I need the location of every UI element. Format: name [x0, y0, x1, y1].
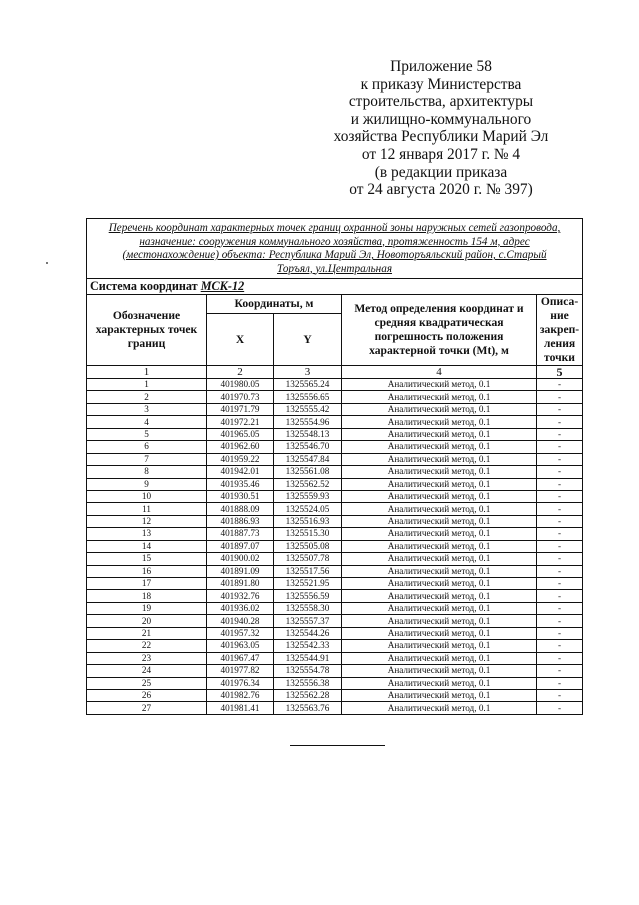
x-coordinate: 401965.05 — [207, 428, 274, 440]
table-row — [87, 540, 583, 552]
description-cell: - — [537, 652, 583, 664]
header-method: Метод определения координат и средняя квадратическая погрешность положения характерной точки (Mt), м — [342, 295, 537, 366]
x-coordinate: 401963.05 — [207, 640, 274, 652]
x-coordinate: 401967.47 — [207, 652, 274, 664]
method-cell: Аналитический метод, 0.1 — [342, 490, 537, 502]
table-row — [87, 615, 583, 627]
column-number: 1 — [87, 366, 207, 379]
table-row — [87, 665, 583, 677]
table-row — [87, 702, 583, 714]
table-row — [87, 441, 583, 453]
table-row — [87, 528, 583, 540]
point-number: 25 — [87, 677, 207, 689]
y-coordinate: 1325507.78 — [274, 553, 342, 565]
method-cell: Аналитический метод, 0.1 — [342, 466, 537, 478]
point-number: 18 — [87, 590, 207, 602]
description-cell: - — [537, 391, 583, 403]
method-cell: Аналитический метод, 0.1 — [342, 403, 537, 415]
method-cell: Аналитический метод, 0.1 — [342, 602, 537, 614]
x-coordinate: 401981.41 — [207, 702, 274, 714]
y-coordinate: 1325565.24 — [274, 379, 342, 391]
y-coordinate: 1325556.38 — [274, 677, 342, 689]
description-cell: - — [537, 416, 583, 428]
method-cell: Аналитический метод, 0.1 — [342, 677, 537, 689]
y-coordinate: 1325562.28 — [274, 689, 342, 701]
point-number: 16 — [87, 565, 207, 577]
method-cell: Аналитический метод, 0.1 — [342, 391, 537, 403]
description-cell: - — [537, 553, 583, 565]
y-coordinate: 1325562.52 — [274, 478, 342, 490]
description-cell: - — [537, 565, 583, 577]
method-cell: Аналитический метод, 0.1 — [342, 416, 537, 428]
y-coordinate: 1325554.96 — [274, 416, 342, 428]
y-coordinate: 1325557.37 — [274, 615, 342, 627]
description-cell: - — [537, 379, 583, 391]
table-row — [87, 590, 583, 602]
method-cell: Аналитический метод, 0.1 — [342, 615, 537, 627]
x-coordinate: 401977.82 — [207, 665, 274, 677]
y-coordinate: 1325563.76 — [274, 702, 342, 714]
table-row — [87, 677, 583, 689]
method-cell: Аналитический метод, 0.1 — [342, 689, 537, 701]
description-cell: - — [537, 466, 583, 478]
y-coordinate: 1325544.91 — [274, 652, 342, 664]
point-number: 1 — [87, 379, 207, 391]
x-coordinate: 401982.76 — [207, 689, 274, 701]
table-row — [87, 515, 583, 527]
method-cell: Аналитический метод, 0.1 — [342, 578, 537, 590]
point-number: 12 — [87, 515, 207, 527]
coordinate-system-value: МСК-12 — [200, 279, 245, 293]
x-coordinate: 401976.34 — [207, 677, 274, 689]
scan-speck — [46, 262, 48, 264]
table-row — [87, 565, 583, 577]
header-line: к приказу Министерства — [360, 75, 522, 93]
point-number: 22 — [87, 640, 207, 652]
point-number: 26 — [87, 689, 207, 701]
appendix-header — [300, 58, 582, 199]
y-coordinate: 1325544.26 — [274, 627, 342, 639]
y-coordinate: 1325556.59 — [274, 590, 342, 602]
y-coordinate: 1325521.95 — [274, 578, 342, 590]
point-number: 5 — [87, 428, 207, 440]
method-cell: Аналитический метод, 0.1 — [342, 515, 537, 527]
x-coordinate: 401887.73 — [207, 528, 274, 540]
header-line: Приложение 58 — [390, 58, 492, 75]
point-number: 3 — [87, 403, 207, 415]
header-line: строительства, архитектуры — [348, 93, 534, 111]
description-cell: - — [537, 640, 583, 652]
description-cell: - — [537, 441, 583, 453]
point-number: 14 — [87, 540, 207, 552]
header-x: X — [207, 314, 274, 366]
table-title-line: (местонахождение) объекта: Республика Марий Эл, Новоторъяльский район, с.Старый — [122, 249, 547, 261]
method-cell: Аналитический метод, 0.1 — [342, 478, 537, 490]
x-coordinate: 401886.93 — [207, 515, 274, 527]
description-cell: - — [537, 627, 583, 639]
x-coordinate: 401935.46 — [207, 478, 274, 490]
table-row — [87, 640, 583, 652]
method-cell: Аналитический метод, 0.1 — [342, 379, 537, 391]
x-coordinate: 401980.05 — [207, 379, 274, 391]
x-coordinate: 401930.51 — [207, 490, 274, 502]
point-number: 27 — [87, 702, 207, 714]
x-coordinate: 401891.09 — [207, 565, 274, 577]
x-coordinate: 401972.21 — [207, 416, 274, 428]
y-coordinate: 1325555.42 — [274, 403, 342, 415]
method-cell: Аналитический метод, 0.1 — [342, 441, 537, 453]
header-y: Y — [274, 314, 342, 366]
method-cell: Аналитический метод, 0.1 — [342, 428, 537, 440]
table-row — [87, 466, 583, 478]
header-line: от 12 января 2017 г. № 4 — [361, 145, 521, 163]
table-row — [87, 602, 583, 614]
method-cell: Аналитический метод, 0.1 — [342, 553, 537, 565]
table-row — [87, 453, 583, 465]
table-row — [87, 503, 583, 515]
y-coordinate: 1325505.08 — [274, 540, 342, 552]
method-cell: Аналитический метод, 0.1 — [342, 565, 537, 577]
point-number: 6 — [87, 441, 207, 453]
header-line: от 24 августа 2020 г. № 397) — [349, 181, 533, 199]
y-coordinate: 1325561.08 — [274, 466, 342, 478]
table-row — [87, 478, 583, 490]
table-row — [87, 428, 583, 440]
point-number: 10 — [87, 490, 207, 502]
table-row — [87, 391, 583, 403]
x-coordinate: 401971.79 — [207, 403, 274, 415]
table-title-line: Торъял, ул.Центральная — [277, 262, 393, 275]
description-cell: - — [537, 453, 583, 465]
y-coordinate: 1325515.30 — [274, 528, 342, 540]
table-row — [87, 578, 583, 590]
point-number: 11 — [87, 503, 207, 515]
point-number: 13 — [87, 528, 207, 540]
y-coordinate: 1325556.65 — [274, 391, 342, 403]
description-cell: - — [537, 590, 583, 602]
table-row — [87, 379, 583, 391]
description-cell: - — [537, 602, 583, 614]
table-title-line: Перечень координат характерных точек границ охранной зоны наружных сетей газопровода, — [108, 222, 561, 234]
end-divider — [290, 745, 385, 746]
point-number: 15 — [87, 553, 207, 565]
description-cell: - — [537, 478, 583, 490]
method-cell: Аналитический метод, 0.1 — [342, 590, 537, 602]
header-line: (в редакции приказа — [374, 163, 508, 181]
method-cell: Аналитический метод, 0.1 — [342, 528, 537, 540]
description-cell: - — [537, 665, 583, 677]
y-coordinate: 1325548.13 — [274, 428, 342, 440]
x-coordinate: 401940.28 — [207, 615, 274, 627]
description-cell: - — [537, 540, 583, 552]
table-row — [87, 403, 583, 415]
method-cell: Аналитический метод, 0.1 — [342, 665, 537, 677]
point-number: 4 — [87, 416, 207, 428]
x-coordinate: 401900.02 — [207, 553, 274, 565]
y-coordinate: 1325524.05 — [274, 503, 342, 515]
point-number: 8 — [87, 466, 207, 478]
y-coordinate: 1325558.30 — [274, 602, 342, 614]
description-cell: - — [537, 428, 583, 440]
y-coordinate: 1325547.84 — [274, 453, 342, 465]
point-number: 7 — [87, 453, 207, 465]
y-coordinate: 1325542.33 — [274, 640, 342, 652]
table-rows — [87, 379, 583, 715]
point-number: 24 — [87, 665, 207, 677]
point-number: 2 — [87, 391, 207, 403]
table-row — [87, 416, 583, 428]
header-coordinates: Координаты, м — [207, 295, 342, 314]
method-cell: Аналитический метод, 0.1 — [342, 640, 537, 652]
table-row — [87, 490, 583, 502]
method-cell: Аналитический метод, 0.1 — [342, 453, 537, 465]
y-coordinate: 1325516.93 — [274, 515, 342, 527]
x-coordinate: 401891.80 — [207, 578, 274, 590]
method-cell: Аналитический метод, 0.1 — [342, 702, 537, 714]
header-line: хозяйства Республики Марий Эл — [333, 128, 549, 146]
column-number-row — [87, 366, 583, 379]
x-coordinate: 401888.09 — [207, 503, 274, 515]
y-coordinate: 1325554.78 — [274, 665, 342, 677]
description-cell: - — [537, 677, 583, 689]
point-number: 19 — [87, 602, 207, 614]
description-cell: - — [537, 403, 583, 415]
point-number: 20 — [87, 615, 207, 627]
x-coordinate: 401942.01 — [207, 466, 274, 478]
column-number: 5 — [537, 366, 583, 379]
description-cell: - — [537, 503, 583, 515]
x-coordinate: 401936.02 — [207, 602, 274, 614]
y-coordinate: 1325517.56 — [274, 565, 342, 577]
column-number: 2 — [207, 366, 274, 379]
x-coordinate: 401959.22 — [207, 453, 274, 465]
x-coordinate: 401962.60 — [207, 441, 274, 453]
y-coordinate: 1325559.93 — [274, 490, 342, 502]
method-cell: Аналитический метод, 0.1 — [342, 652, 537, 664]
description-cell: - — [537, 689, 583, 701]
header-designation: Обозначение характерных точек границ — [87, 295, 207, 366]
description-cell: - — [537, 702, 583, 714]
point-number: 17 — [87, 578, 207, 590]
table-title-line: назначение: сооружения коммунального хозяйства, протяженность 154 м, адрес — [139, 235, 530, 248]
x-coordinate: 401897.07 — [207, 540, 274, 552]
y-coordinate: 1325546.70 — [274, 441, 342, 453]
point-number: 21 — [87, 627, 207, 639]
description-cell: - — [537, 528, 583, 540]
description-cell: - — [537, 578, 583, 590]
table-row — [87, 652, 583, 664]
table-row — [87, 689, 583, 701]
coordinate-system-label: Система координат — [90, 279, 198, 293]
column-number: 3 — [274, 366, 342, 379]
coordinates-table — [86, 218, 583, 715]
header-description: Описа-ние закреп-ления точки — [537, 295, 583, 366]
x-coordinate: 401957.32 — [207, 627, 274, 639]
table-row — [87, 627, 583, 639]
method-cell: Аналитический метод, 0.1 — [342, 503, 537, 515]
x-coordinate: 401932.76 — [207, 590, 274, 602]
table-row — [87, 553, 583, 565]
method-cell: Аналитический метод, 0.1 — [342, 540, 537, 552]
coordinate-system — [87, 279, 583, 295]
description-cell: - — [537, 515, 583, 527]
point-number: 9 — [87, 478, 207, 490]
point-number: 23 — [87, 652, 207, 664]
x-coordinate: 401970.73 — [207, 391, 274, 403]
method-cell: Аналитический метод, 0.1 — [342, 627, 537, 639]
header-line: и жилищно-коммунального — [350, 110, 532, 128]
description-cell: - — [537, 490, 583, 502]
column-number: 4 — [342, 366, 537, 379]
description-cell: - — [537, 615, 583, 627]
table-title — [87, 219, 583, 279]
